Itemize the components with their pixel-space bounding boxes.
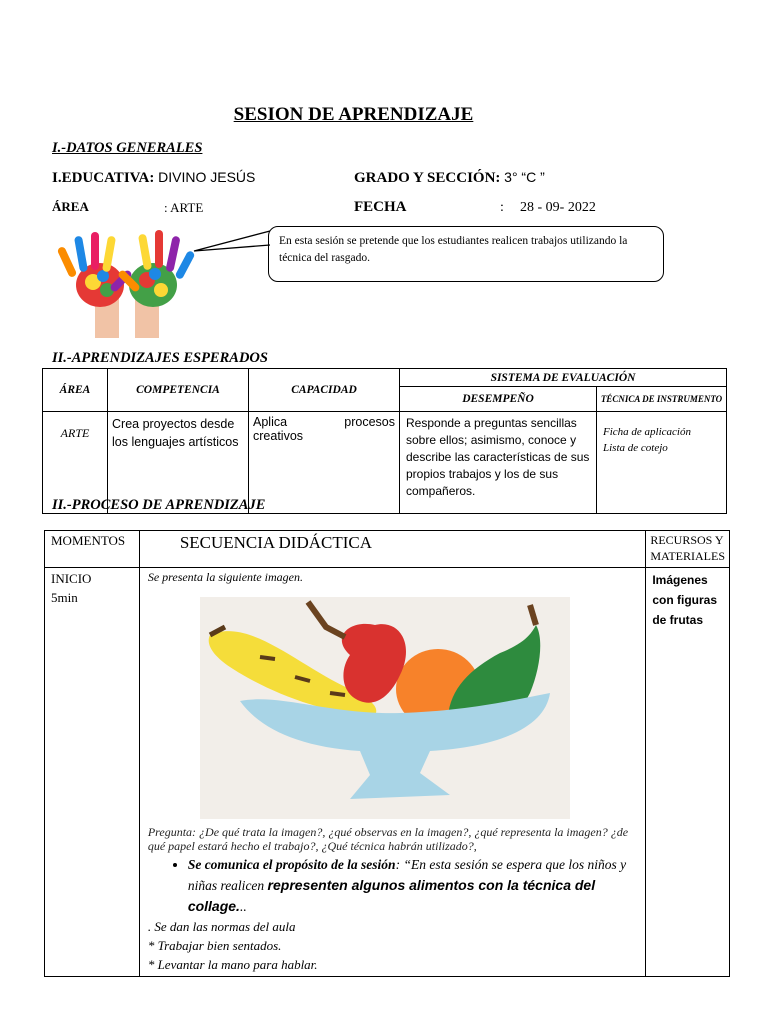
norma-1: * Trabajar bien sentados. (147, 938, 282, 953)
area-label: ÁREA (52, 199, 89, 214)
speech-bubble: En esta sesión se pretende que los estudiantes realicen trabajos utilizando la técnica del rasgado. (268, 226, 664, 282)
fruit-collage-image (200, 597, 570, 819)
preguntas-text: Pregunta: ¿De qué trata la imagen?, ¿qué observas en la imagen?, ¿qué representa la imagen? ¿de qué papel estará hecho el trabajo?, ¿Qué técnica habrán utilizado?, (147, 825, 629, 853)
cell-momento-inicio (45, 568, 140, 977)
proposito-bold: Se comunica el propósito de la sesión (187, 857, 396, 872)
th-competencia: COMPETENCIA (108, 369, 249, 412)
grado-row (354, 169, 545, 187)
painted-hands-image (55, 230, 200, 340)
right-hand (117, 230, 196, 338)
aprendizajes-table (42, 368, 727, 514)
document-title: SESION DE APRENDIZAJE (233, 104, 474, 125)
normas-text: . Se dan las normas del aula (147, 919, 296, 934)
fecha-label: FECHA (354, 199, 407, 215)
section-datos-generales: I.-DATOS GENERALES (52, 140, 203, 156)
intro-text: Se presenta la siguiente imagen. (147, 570, 304, 584)
cap-word-1: Aplica (253, 415, 288, 429)
grado-value: 3° “C ” (504, 169, 545, 185)
cell-recursos: Imágenes con figuras de frutas (646, 568, 730, 977)
th-tecnica: TÉCNICA DE INSTRUMENTO (597, 387, 727, 412)
section-aprendizajes: II.-APRENDIZAJES ESPERADOS (52, 350, 268, 366)
fecha-value: 28 - 09- 2022 (520, 200, 596, 215)
th-secuencia: SECUENCIA DIDÁCTICA (139, 531, 646, 568)
tecnica-1: Ficha de aplicación (603, 426, 691, 438)
proceso-table (44, 530, 730, 977)
cap-word-3: creativos (253, 429, 304, 443)
cell-area: ARTE (43, 412, 108, 514)
th-desempeno: DESEMPEÑO (400, 387, 597, 412)
fecha-colon: : (500, 200, 504, 215)
area-value: : ARTE (164, 200, 204, 215)
ie-label: I.EDUCATIVA: (52, 170, 155, 186)
proposito-end: .. (239, 899, 247, 914)
proposito-list (148, 855, 638, 917)
th-sistema-evaluacion: SISTEMA DE EVALUACIÓN (400, 369, 727, 387)
section-proceso: II.-PROCESO DE APRENDIZAJE (52, 497, 266, 513)
th-area: ÁREA (43, 369, 108, 412)
norma-2: * Levantar la mano para hablar. (147, 957, 318, 972)
proposito-cal: representen algunos alimentos con la técnica del collage. (187, 877, 596, 914)
momento-tiempo: 5min (51, 590, 78, 605)
left-hand (57, 232, 133, 338)
bubble-pointer (190, 225, 275, 255)
cell-desempeno: Responde a preguntas sencillas sobre ellos; asimismo, conoce y describe las características de sus propios trabajos y los de sus compañeros. (400, 412, 597, 514)
cell-secuencia (139, 568, 646, 977)
ie-value: DIVINO JESÚS (158, 169, 256, 185)
cell-capacidad (249, 412, 400, 514)
proposito-mid: : “En esta sesión se espera que los niños y niñas realicen (187, 857, 627, 893)
th-recursos: RECURSOS Y MATERIALES (646, 531, 730, 568)
grado-label: GRADO Y SECCIÓN: (354, 170, 501, 186)
th-capacidad: CAPACIDAD (249, 369, 400, 412)
momento-inicio: INICIO (51, 571, 92, 586)
proposito-item (188, 855, 638, 917)
cap-word-2: procesos (344, 415, 395, 429)
tecnica-2: Lista de cotejo (603, 442, 668, 454)
th-momentos: MOMENTOS (45, 531, 140, 568)
ie-row (52, 169, 255, 187)
cell-competencia: Crea proyectos desde los lenguajes artísticos (108, 412, 249, 514)
cell-tecnica (597, 412, 727, 514)
